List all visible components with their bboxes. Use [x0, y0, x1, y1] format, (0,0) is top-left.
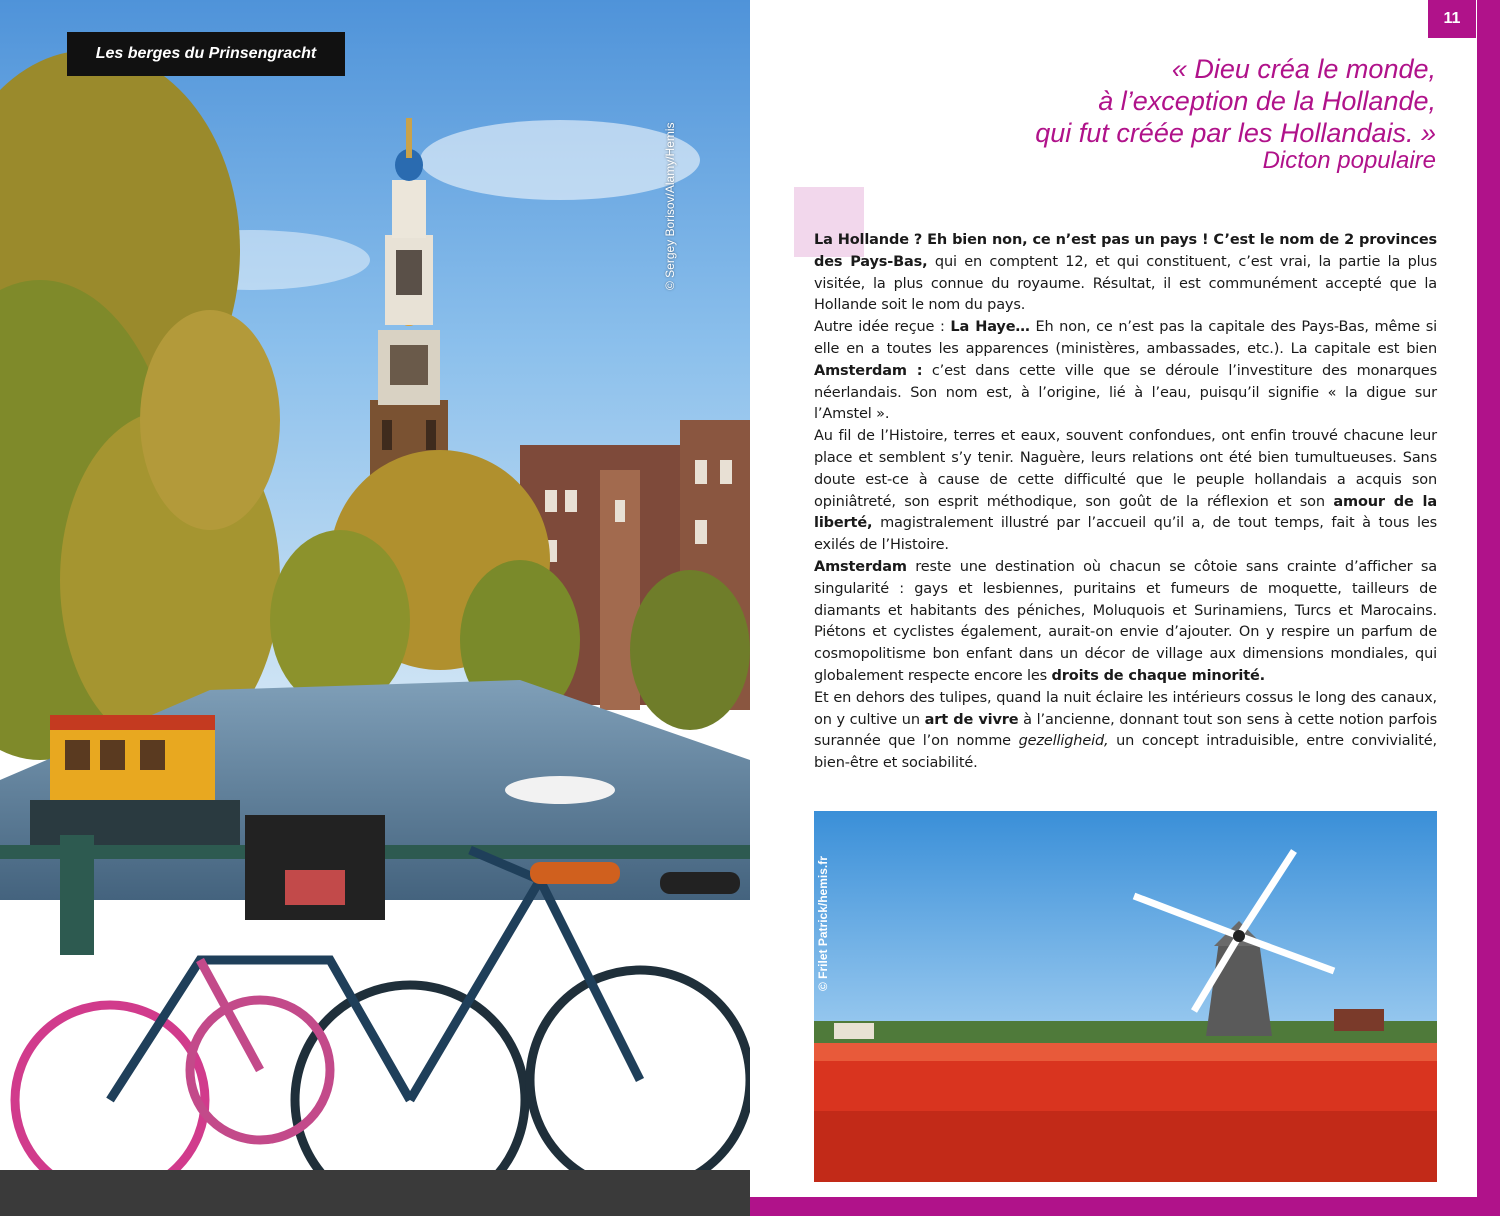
accent-bottom-border [750, 1197, 1500, 1216]
intro-body-text [814, 230, 1437, 775]
paragraph: Et en dehors des tulipes, quand la nuit éclaire les intérieurs cossus le long des canaux, on y cultive un art de vivre à l’ancienne, donnant tout son sens à cette notion parfois surannée que l’on nomme gezelligheid, un concept intraduisible, entre convivialité, bien-être et sociabilité. [814, 689, 1437, 772]
photo-caption: Les berges du Prinsengracht [67, 32, 345, 76]
right-page [750, 0, 1500, 1216]
quote-source: Dicton populaire [1262, 147, 1436, 174]
windmill-tulip-photo [814, 811, 1437, 1182]
quote-line: qui fut créée par les Hollandais. » [1035, 118, 1436, 148]
quote-line: à l’exception de la Hollande, [1098, 86, 1436, 116]
photo-credit-left: © Sergey Borisov/Alamy/Hemis [663, 122, 677, 290]
paragraph: Autre idée reçue : La Haye… Eh non, ce n’est pas la capitale des Pays-Bas, même si elle en a toutes les apparences (ministères, ambassades, etc.). La capitale est bien Amsterdam : c’est dans cette ville que se déroule l’investiture des monarques néerlandais. Son nom est, à l’origine, lié à l’eau, puisqu’il signifie « la digue sur l’Amstel ». [814, 319, 1437, 423]
photo-credit-right: © Frilet Patrick/hemis.fr [816, 856, 830, 991]
paragraph: Au fil de l’Histoire, terres et eaux, souvent confondues, ont enfin trouvé chacune leur place et semblent s’y tenir. Naguère, leurs relations ont été bien tumultueuses. Sans doute est-ce à cause de cette difficulté que le peuple hollandais a acquis son opiniâtreté, son esprit méthodique, son goût de la réflexion et son amour de la liberté, magistralement illustré par l’accueil qu’il a, de tout temps, fait à tous les exilés de l’Histoire. [814, 428, 1437, 554]
epigraph-quote [1035, 53, 1436, 149]
paragraph: La Hollande ? Eh bien non, ce n’est pas un pays ! C’est le nom de 2 provinces des Pays-Bas, qui en comptent 12, et qui constituent, c’est vrai, la partie la plus visitée, la plus connue du royaume. Résultat, il est communément accepté que la Hollande soit le nom du pays. [814, 232, 1437, 314]
quote-line: « Dieu créa le monde, [1171, 54, 1436, 84]
accent-side-border [1477, 0, 1500, 1216]
paragraph: Amsterdam reste une destination où chacun se côtoie sans crainte d’afficher sa singularité : gays et lesbiennes, puritains et fumeurs de moquette, tailleurs de diamants et habitants des péniches, Moluquois et Surinamiens, Turcs et Marocains. Piétons et cyclistes également, aurait-on envie d’ajouter. On y respire un parfum de cosmopolitisme bon enfant dans un décor de village aux dimensions mondiales, qui globalement respecte encore les droits de chaque minorité. [814, 558, 1437, 684]
houseboat [30, 715, 240, 845]
page-number: 11 [1428, 0, 1476, 38]
